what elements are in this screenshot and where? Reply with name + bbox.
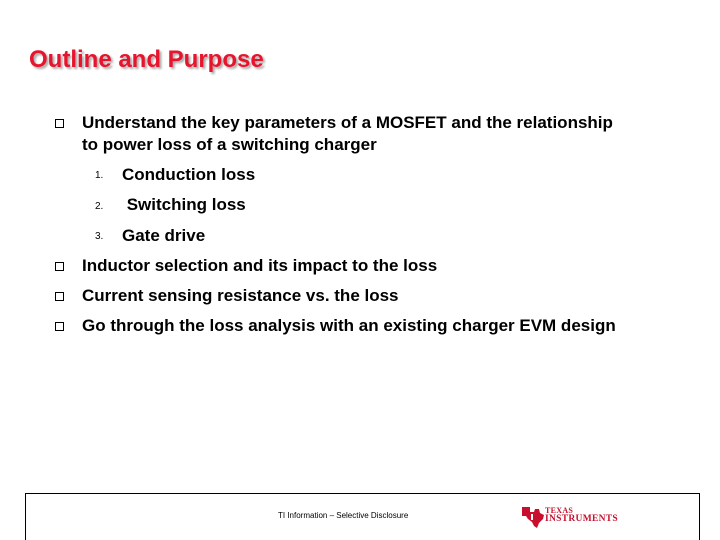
subitem-number: 3. bbox=[95, 231, 104, 242]
subitem-text: Gate drive bbox=[122, 226, 206, 245]
checkbox-bullet-icon bbox=[55, 292, 64, 301]
bullet-text: Inductor selection and its impact to the loss bbox=[82, 256, 438, 275]
checkbox-bullet-icon bbox=[55, 322, 64, 331]
bullet-text-continuation: to power loss of a switching charger bbox=[82, 135, 377, 154]
subitem-text: Conduction loss bbox=[122, 165, 256, 184]
subitem-number: 2. bbox=[95, 201, 104, 212]
subitem-text: Switching loss bbox=[122, 195, 246, 214]
checkbox-bullet-icon bbox=[55, 262, 64, 271]
bullet-text: Go through the loss analysis with an existing charger EVM design bbox=[82, 316, 616, 335]
footer-classification: TI Information – Selective Disclosure bbox=[278, 511, 409, 520]
logo-line1: TEXAS bbox=[545, 506, 574, 515]
checkbox-bullet-icon bbox=[55, 119, 64, 128]
subitem-number: 1. bbox=[95, 170, 104, 181]
texas-state-logo-icon bbox=[520, 504, 546, 530]
ti-logo-wordmark bbox=[545, 506, 618, 524]
slide-title: Outline and Purpose bbox=[29, 46, 264, 73]
bullet-text: Understand the key parameters of a MOSFET and the relationship bbox=[82, 113, 613, 132]
bullet-text: Current sensing resistance vs. the loss bbox=[82, 286, 399, 305]
logo-line2: INSTRUMENTS bbox=[545, 514, 618, 524]
